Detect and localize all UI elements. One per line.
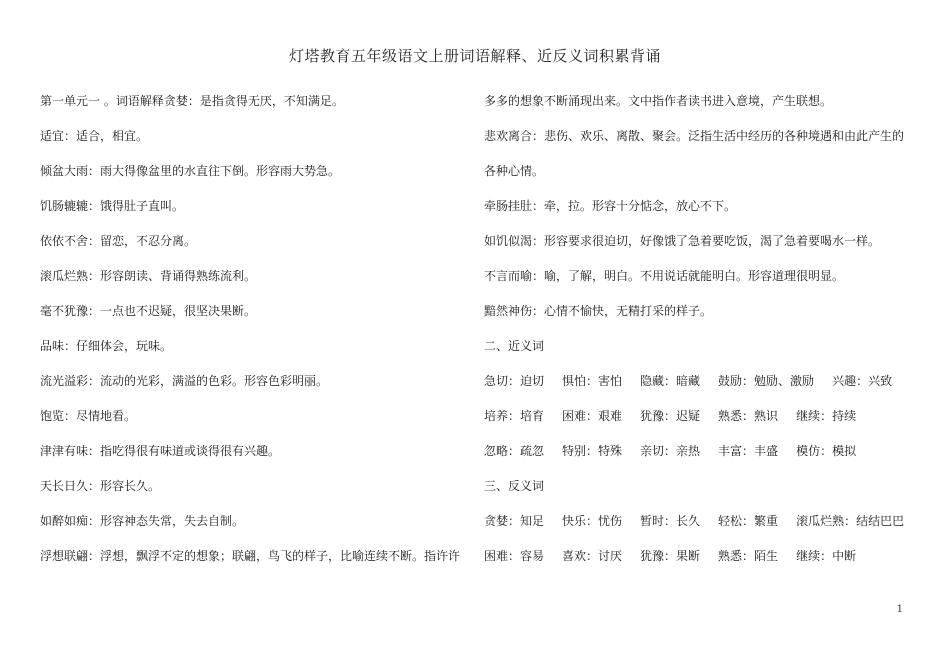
vocab-entry: 天长日久：形容长久。 bbox=[40, 479, 161, 493]
synonym-heading: 二、近义词 bbox=[484, 339, 545, 353]
vocab-entry: 各种心情。 bbox=[484, 164, 545, 178]
vocab-entry: 依依不舍：留恋，不忍分离。 bbox=[40, 234, 197, 248]
vocab-entry: 饱览：尽情地看。 bbox=[40, 409, 137, 423]
antonym-pair: 困难：容易 bbox=[484, 549, 545, 563]
synonym-pair: 继续：持续 bbox=[796, 409, 857, 423]
vocab-entry: 如醉如痴：形容神态失常，失去自制。 bbox=[40, 514, 245, 528]
synonym-pair: 犹豫：迟疑 bbox=[640, 409, 701, 423]
antonym-pair: 熟悉：陌生 bbox=[718, 549, 779, 563]
synonym-pair: 忽略：疏忽 bbox=[484, 444, 545, 458]
right-column bbox=[484, 88, 914, 578]
vocab-entry: 倾盆大雨：雨大得像盆里的水直往下倒。形容雨大势急。 bbox=[40, 164, 341, 178]
synonym-pair: 困难：艰难 bbox=[562, 409, 623, 423]
synonym-pair: 惧怕：害怕 bbox=[562, 374, 623, 388]
vocab-entry: 津津有味：指吃得很有味道或谈得很有兴趣。 bbox=[40, 444, 281, 458]
vocab-entry: 滚瓜烂熟：形容朗读、背诵得熟练流利。 bbox=[40, 269, 257, 283]
document-title: 灯塔教育五年级语文上册词语解释、近反义词积累背诵 bbox=[288, 47, 661, 65]
synonym-pair: 特别：特殊 bbox=[562, 444, 623, 458]
antonym-pair: 贪婪：知足 bbox=[484, 514, 545, 528]
synonym-row bbox=[484, 403, 914, 438]
vocab-entry: 浮想联翩：浮想，飘浮不定的想象；联翩，鸟飞的样子，比喻连续不断。指许许 bbox=[40, 549, 461, 563]
synonym-pair: 急切：迫切 bbox=[484, 374, 545, 388]
antonym-pair: 犹豫：果断 bbox=[640, 549, 701, 563]
synonym-pair: 熟悉：熟识 bbox=[718, 409, 779, 423]
vocab-entry: 牵肠挂肚：牵，拉。形容十分惦念，放心不下。 bbox=[484, 199, 737, 213]
synonym-pair: 亲切：亲热 bbox=[640, 444, 701, 458]
vocab-entry: 饥肠辘辘：饿得肚子直叫。 bbox=[40, 199, 185, 213]
synonym-pair: 丰富：丰盛 bbox=[718, 444, 779, 458]
synonym-pair: 模仿：模拟 bbox=[796, 444, 857, 458]
synonym-row bbox=[484, 368, 914, 403]
antonym-pair: 喜欢：讨厌 bbox=[562, 549, 623, 563]
antonym-pair: 轻松：繁重 bbox=[718, 514, 779, 528]
vocab-entry: 品味：仔细体会，玩味。 bbox=[40, 339, 173, 353]
antonym-pair: 暂时：长久 bbox=[640, 514, 701, 528]
synonym-pair: 鼓励：勉励、激励 bbox=[718, 374, 815, 388]
antonym-row bbox=[484, 543, 914, 578]
vocab-entry: 毫不犹豫：一点也不迟疑，很坚决果断。 bbox=[40, 304, 257, 318]
antonym-heading: 三、反义词 bbox=[484, 479, 545, 493]
antonym-row bbox=[484, 508, 914, 543]
vocab-entry: 黯然神伤：心情不愉快，无精打采的样子。 bbox=[484, 304, 713, 318]
vocab-entry: 不言而喻：喻，了解，明白。不用说话就能明白。形容道理很明显。 bbox=[484, 269, 845, 283]
vocab-entry: 适宜：适合，相宜。 bbox=[40, 129, 149, 143]
vocab-entry: 第一单元一 。词语解释贪婪：是指贪得无厌，不知满足。 bbox=[40, 94, 344, 108]
synonym-pair: 培养：培育 bbox=[484, 409, 545, 423]
vocab-entry: 多多的想象不断涌现出来。文中指作者读书进入意境，产生联想。 bbox=[484, 94, 833, 108]
synonym-pair: 隐藏：暗藏 bbox=[640, 374, 701, 388]
page-number: 1 bbox=[896, 604, 903, 615]
synonym-row bbox=[484, 438, 914, 473]
antonym-pair: 继续：中断 bbox=[796, 549, 857, 563]
vocab-entry: 流光溢彩：流动的光彩，满溢的色彩。形容色彩明丽。 bbox=[40, 374, 329, 388]
vocab-entry: 如饥似渴：形容要求很迫切，好像饿了急着要吃饭，渴了急着要喝水一样。 bbox=[484, 234, 881, 248]
left-column bbox=[40, 88, 470, 578]
vocab-entry: 悲欢离合：悲伤、欢乐、离散、聚会。泛指生活中经历的各种境遇和由此产生的 bbox=[484, 129, 905, 143]
antonym-pair: 滚瓜烂熟：结结巴巴 bbox=[796, 514, 905, 528]
synonym-pair: 兴趣：兴致 bbox=[832, 374, 893, 388]
antonym-pair: 快乐：忧伤 bbox=[562, 514, 623, 528]
